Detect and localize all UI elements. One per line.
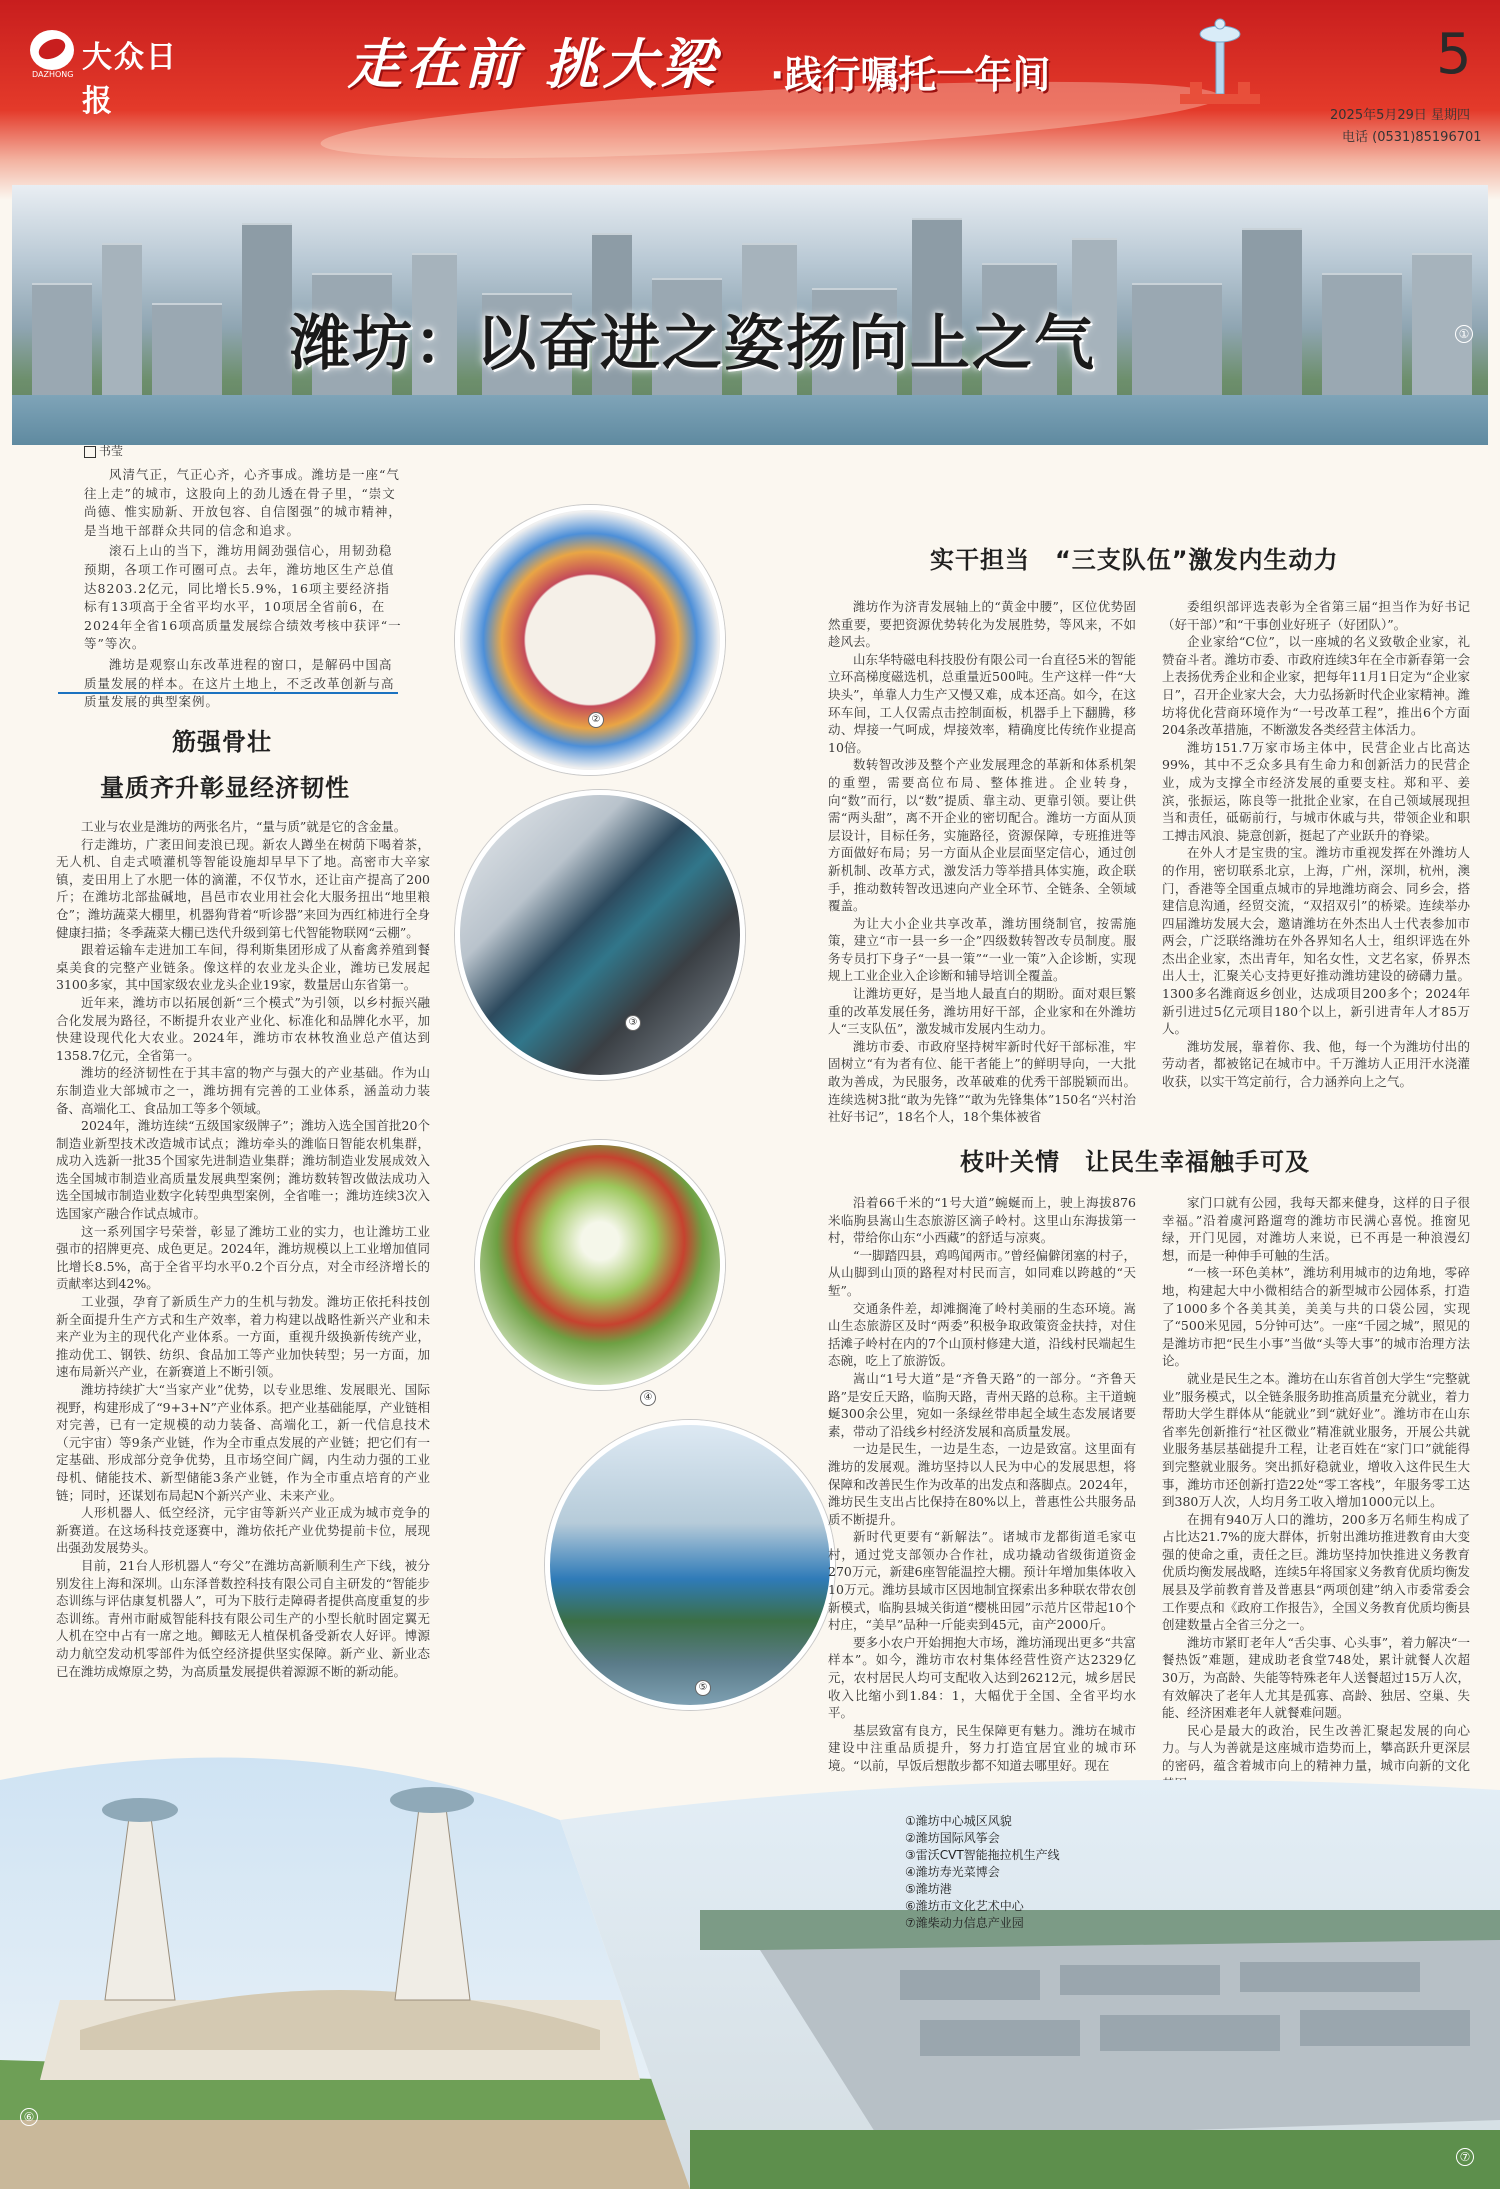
caption-item: ③雷沃CVT智能拖拉机生产线 [905, 1848, 1060, 1862]
section-3-paragraph: 潍坊市紧盯老年人“舌尖事、心头事”，着力解决“一餐热饭”难题，建成助老食堂748处，累计就餐人次超30万，为高龄、失能等特殊老年人送餐超过15万人次，有效解决了老年人尤其是孤寡、高龄、独居、空巢、失能、经济困难老年人就餐难问题。 [1162, 1634, 1470, 1721]
section-1-paragraph: 这一系列国字号荣誉，彰显了潍坊工业的实力，也让潍坊工业强市的招牌更亮、成色更足。2024年，潍坊规模以上工业增加值同比增长8.5%，高于全省平均水平0.2个百分点，对全市经济增长的贡献率达到42%。 [56, 1223, 430, 1292]
section-2-column-2 [1162, 598, 1470, 1158]
photo-number-5: ⑤ [695, 1680, 711, 1696]
photo-captions [905, 1813, 1125, 1932]
section-1-paragraph: 目前，21台人形机器人“夸父”在潍坊高新顺利生产下线，被分别发往上海和深圳。山东泽普数控科技有限公司自主研发的“智能步态训练与评估康复机器人”，可为下肢行走障碍者提供高度重复的步态训练。青州市耐威智能科技有限公司生产的小型长航时固定翼无人机在空中占有一席之地。鲫眩无人植保机备受新农人好评。博源动力航空发动机零部件为低空经济提供坚实保障。新产业、新业态已在潍坊成燎原之势，为高质量发展提供着源源不断的新动能。 [56, 1557, 430, 1679]
intro-paragraph: 滚石上山的当下，潍坊用阔劲强信心，用韧劲稳预期，各项工作可圈可点。去年，潍坊地区生产总值达8203.2亿元，同比增长5.9%，16项主要经济指标有13项高于全省平均水平，10项居全省前6，在2024年全省16项高质量发展综合绩效考核中获评“一等”等次。 [84, 543, 402, 652]
section-1-paragraph: 工业与农业是潍坊的两张名片，“量与质”就是它的含金量。 [81, 819, 407, 834]
section-3-paragraph: “一核一环色美林”，潍坊利用城市的边角地，零碎地，构建起大中小微相结合的新型城市公园体系，打造了1000多个各美其美，美美与共的口袋公园，实现了“500米见园，5分钟可达”。一座“千园之城”，照见的是潍坊市把“民生小事”当做“头等大事”的城市治理方法论。 [1162, 1265, 1470, 1369]
section-2-column-1 [828, 598, 1136, 1158]
issue-date: 2025年5月29日 星期四 [1330, 108, 1471, 123]
section-3-paragraph: 沿着66千米的“1号大道”蜿蜒而上，驶上海拔876米临朐县嵩山生态旅游区滴子岭村。这里山东海拔第一村，带给你山东“小西藏”的舒适与凉爽。 [828, 1195, 1136, 1246]
section-3-paragraph: 基层致富有良方，民生保障更有魅力。潍坊在城市建设中注重品质提升，努力打造宜居宜业的城市环境。“以前，早饭后想散步都不知道去哪里好。现在 [828, 1722, 1136, 1773]
section-1-body [56, 818, 430, 1718]
section-1-paragraph: 2024年，潍坊连续“五级国家级牌子”；潍坊入选全国首批20个制造业新型技术改造城市试点；潍坊牵头的潍临日智能农机集群，成功入选新一批35个国家先进制造业集群；潍坊制造业发展成效入选全国城市制造业高质量发展典型案例；潍坊数转智改做法成功入选全国城市制造业数字化转型典型案例，全省唯一；潍坊连续3次入选国家产融合作试点城市。 [56, 1118, 430, 1222]
section-2-paragraph: 潍坊发展，靠着你、我、他，每一个为潍坊付出的劳动者，都被铭记在城市中。千万潍坊人正用汗水浇灌收获，以实干笃定前行，合力涵养向上之气。 [1162, 1038, 1470, 1090]
intro-paragraph: 潍坊是观察山东改革进程的窗口，是解码中国高质量发展的样本。在这片土地上，不乏改革创新与高质量发展的典型案例。 [84, 656, 395, 710]
intro-paragraph: 风清气正，气正心齐，心齐事成。潍坊是一座“气往上走”的城市，这股向上的劲儿透在骨子里，“崇文尚德、惟实励新、开放包容、自信图强”的城市精神，是当地干部群众共同的信念和追求。 [84, 467, 402, 538]
caption-item: ⑥潍坊市文化艺术中心 [905, 1899, 1024, 1913]
byline [84, 442, 123, 459]
section-3-paragraph: 新时代更要有“新解法”。诸城市龙都街道毛家屯村，通过党支部领办合作社，成功撬动省级街道资金270万元，新建6座智能温控大棚。预计年增加集体收入10万元。潍坊县域市区因地制宜探索出多种联农带农创新模式，临朐县城关街道“樱桃田园”示范片区带起10个村庄，“美早”品种一斤能卖到45元，亩产2000斤。 [828, 1529, 1136, 1633]
landmark-tower-icon [1160, 12, 1280, 112]
section-2-paragraph: 委组织部评选表彰为全省第三届“担当作为好书记（好干部）”和“干事创业好班子（好团队）”。 [1162, 599, 1470, 632]
paper-logo [30, 26, 190, 119]
paper-name-en: DAZHONG [32, 70, 74, 79]
photo-weifang-port [545, 1420, 835, 1710]
section-3-title: 枝叶关情 让民生幸福触手可及 [960, 1148, 1310, 1176]
section-2-paragraph: 山东华特磁电科技股份有限公司一台直径5米的智能立环高梯度磁选机，总重量近500吨。生产这样一件“大块头”，单靠人力生产又慢又难，成本还高。如今，在这环车间，工人仅需点击控制面板，机器手上下翻腾，移动、焊接一气呵成，焊接效率，精确度比传统作业提高10倍。 [828, 651, 1136, 755]
caption-item: ①潍坊中心城区风貌 [905, 1814, 1012, 1828]
section-1-paragraph: 跟着运输车走进加工车间，得利斯集团形成了从畜禽养殖到餐桌美食的完整产业链条。像这样的农业龙头企业，潍坊已发展起3100多家，其中国家级农业龙头企业19家，数量居山东省第一。 [56, 942, 430, 993]
caption-item: ⑦潍柴动力信息产业园 [905, 1916, 1024, 1930]
section-2-paragraph: 潍坊151.7万家市场主体中，民营企业占比高达99%，其中不乏众多具有生命力和创新活力的民营企业，成为支撑全市经济发展的重要支柱。郑和平、姜滨，张振运，陈良等一批批企业家，在自己领域展现担当和责任，砥砺前行，与城市休戚与共，带领企业和职工搏击风浪、毙意创新，挺起了产业跃升的脊梁。 [1162, 739, 1470, 843]
section-2-paragraph: 在外人才是宝贵的宝。潍坊市重视发挥在外潍坊人的作用，密切联系北京，上海，广州，深圳，杭州，澳门，香港等全国重点城市的异地潍坊商会、同乡会，搭建信息沟通，经贸交流，“双招双引”的桥梁。连续举办四届潍坊发展大会，邀请潍坊在外杰出人士代表参加市两会，广泛联络潍坊在外各界知名人士，组织评选在外杰出企业家，杰出青年，知名女性，文艺名家，侨界杰出人士，汇聚关心支持更好推动潍坊建设的磅礴力量。1300多名潍商返乡创业，达成项目200多个；2024年新引进过5亿元项目180个以上，新引进青年人才85万人。 [1162, 845, 1470, 1037]
section-1-paragraph: 潍坊持续扩大“当家产业”优势，以专业思维、发展眼光、国际视野，构建形成了“9+3+N”产业体系。把产业基础能厚，产业链相对完善，已有一定规模的动力装备、高端化工，新一代信息技术（元宇宙）等9条产业链，作为全市重点发展的产业链；把它们有一定基础、形成部分竞争优势，且市场空间广阔，内生动力强的工业母机、储能技术、新型储能3条产业链，作为全市重点培育的产业链；同时，还谋划布局起N个新兴产业、未来产业。 [56, 1382, 430, 1503]
section-1-paragraph: 工业强，孕育了新质生产力的生机与勃发。潍坊正依托科技创新全面提升生产方式和生产效率，着力构建以战略性新兴产业和未来产业为主的现代化产业体系。一方面，重视升级换新传统产业，推动优工、钢铁、纺织、食品加工等产业加快转型；另一方面，加速布局新兴产业，在新赛道上不断引领。 [56, 1294, 430, 1380]
photo-kite-festival [455, 505, 725, 775]
section-1-title-1: 筋强骨壮 [172, 728, 272, 756]
section-2-title: 实干担当 “三支队伍”激发内生动力 [930, 546, 1339, 574]
photo-number-1: ① [1455, 325, 1473, 343]
section-2-paragraph: 潍坊作为济青发展轴上的“黄金中腰”，区位优势固然重要，要把资源优势转化为发展胜势，等风来，不如趁风去。 [828, 599, 1136, 650]
section-3-paragraph: 民心是最大的政治，民生改善汇聚起发展的向心力。与人为善就是这座城市造势而上，攀高跃升更深层的密码，蕴含着城市向上的精神力量，城市向新的文化 [1162, 1722, 1470, 1773]
byline-author: 书莹 [99, 444, 124, 458]
photo-number-4: ④ [640, 1390, 656, 1406]
section-3-paragraph: 就业是民生之本。潍坊在山东省首创大学生“完整就业”服务模式，以全链条服务助推高质量充分就业，着力帮助大学生群体从“能就业”到“就好业”。潍坊市在山东省率先创新推行“社区微业”精准就业服务，开展公共就业服务基层基础提升工程，让老百姓在“家门口”就能得到完整就业服务。突出抓好稳就业，增收入这件民生大事，潍坊市还创新打造22处“零工客栈”，年服务零工达到380万人次，人均月务工收入增加1000元以上。 [1162, 1370, 1470, 1510]
section-3-paragraph: 家门口就有公园，我每天都来健身，这样的日子很幸福。”沿着虞河路遛弯的潍坊市民满心喜悦。推窗见绿，开门见园，对潍坊人来说，已不再是一种浪漫幻想，而是一种伸手可触的生活。 [1162, 1195, 1470, 1263]
section-3-paragraph: 要多小农户开始拥抱大市场，潍坊涌现出更多“共富样本”。如今，潍坊市农村集体经营性资产达2329亿元，农村居民人均可支配收入达到26212元，城乡居民收入比缩小到1.84：1，大幅优于全国、全省平均水平。 [828, 1634, 1136, 1721]
section-1-paragraph: 近年来，潍坊市以拓展创新“三个模式”为引领，以乡村振兴融合化发展为路径，不断提升农业产业化、标准化和品牌化水平，加快建设现代化大农业。2024年，潍坊市农林牧渔业总产值达到1358.7亿元，全省第一。 [56, 994, 430, 1063]
section-2-paragraph: 企业家给“C位”，以一座城的名义致敬企业家，礼赞奋斗者。潍坊市委、市政府连续3年在全市新春第一会上表扬优秀企业和企业家，把每年11月1日定为“企业家日”，召开企业家大会，大力弘扬新时代企业家精神。潍坊将优化营商环境作为“一号改革工程”，推出6个方面204条改革措施，不断激发各类经营主体活力。 [1162, 634, 1471, 738]
section-1-paragraph: 行走潍坊，广袤田间麦浪已现。新农人蹲坐在树荫下喝着茶，无人机、自走式喷灌机等智能设施却早早下了地。高密市大辛家镇，麦田用上了水肥一体的滴灌，不仅节水，还让亩产提高了200斤；在潍坊北部盐碱地，昌邑市农业用社会化大服务扭出“地里粮仓”；潍坊蔬菜大棚里，机器狗背着“听诊器”来回为西红柿进行全身健康扫描；冬季蔬菜大棚已迭代升级到第七代智能物联网“云棚”。 [56, 836, 430, 940]
section-2-paragraph: 为让大小企业共享改革，潍坊围绕制官，按需施策，建立“市一县一乡一企”四级数转智改专员制度。服务专员打下身子“一县一策”“一业一策”入企诊断，实现规上工业企业入企诊断和辅导培训全覆盖。 [828, 915, 1136, 984]
photo-vegetable-expo [475, 1140, 725, 1390]
section-2-paragraph: 让潍坊更好，是当地人最直白的期盼。面对艰巨繁重的改革发展任务，潍坊用好干部，企业家和在外潍坊人“三支队伍”，激发城市发展内生动力。 [828, 986, 1136, 1037]
bottom-photo-band [0, 1700, 1500, 2189]
contact-phone: 电话 (0531)85196701 [1342, 130, 1482, 145]
section-1-paragraph: 潍坊的经济韧性在于其丰富的物产与强大的产业基础。作为山东制造业大部城市之一，潍坊拥有完善的工业体系，涵盖动力装备、高端化工、食品加工等多个领域。 [56, 1065, 430, 1116]
slogan-main: 走在前 挑大梁 [348, 32, 719, 96]
photo-number-2: ② [588, 712, 604, 728]
section-2-paragraph: 数转智改涉及整个产业发展理念的革新和体系机架的重塑，需要高位布局、整体推进。企业转身，向“数”而行，以“数”提质、靠主动、更靠引领。要让供需“两头甜”，离不开企业的密切配合。潍坊一方面从顶层设计，目标任务，实施路径，资源保障，专班推进等方面做好布局；另一方面从企业层面坚定信心，通过创新机制、改革方式，激发活力等举措具体实施，政企联手，推动数转智改迅速向产业全环节、全链条、全领域覆盖。 [828, 757, 1136, 914]
caption-item: ②潍坊国际风筝会 [905, 1831, 1000, 1845]
section-3-paragraph: 交通条件差，却滩搁淹了岭村美丽的生态环境。嵩山生态旅游区及时“两委”积极争取政策资金扶持，对住括滩子岭村在内的7个山顶村修建大道，沿线村民端起生态碗，吃上了旅游饭。 [828, 1300, 1136, 1369]
section-3-paragraph: 在拥有940万人口的潍坊，200多万名师生构成了占比达21.7%的庞大群体，折射出潍坊推进教育由大变强的使命之重，责任之巨。潍坊坚持加快推进义务教育优质均衡发展战略，连续5年将国家义务教育优质均衡发展县及学前教育普及普惠县“两项创建”纳入市委常委会工作要点和《政府工作报告》，全国义务教育优质均衡县创建数量占全省三分之一。 [1162, 1511, 1470, 1633]
section-3-column-1 [828, 1194, 1136, 1780]
page-number: 5 [1436, 22, 1472, 87]
section-3-paragraph: “一脚踏四县，鸡鸣闻两市。”曾经偏僻闭塞的村子，从山脚到山顶的路程对村民而言，如同难以跨越的“天堑”。 [828, 1247, 1136, 1298]
photo-tractor-line [455, 790, 745, 1080]
paper-name: 大众日报 [82, 40, 178, 119]
section-3-paragraph: 嵩山“1号大道”是“齐鲁天路”的一部分。“齐鲁天路”是安丘天路，临朐天路，青州天路的总称。主干道蜿蜒300余公里，宛如一条绿丝带串起全域生态发展诸要素，带动了沿线乡村经济发展和高质量发展。 [828, 1370, 1136, 1439]
paper-logo-icon [30, 30, 74, 70]
caption-item: ⑤潍坊港 [905, 1882, 952, 1896]
byline-box-icon [84, 446, 96, 458]
section-2-paragraph: 潍坊市委、市政府坚持树牢新时代好干部标准，牢固树立“有为者有位、能干者能上”的鲜明导向，一大批敢为善成，为民服务，改革破难的优秀干部脱颖而出。连续选树3批“敢为先锋”“敢为先锋集体”150名“兴村治社好书记”，18名个人，18个集体被省 [828, 1038, 1136, 1125]
section-1-title-2: 量质齐升彰显经济韧性 [100, 774, 350, 802]
intro-text [84, 466, 402, 714]
page-headline: 潍坊：以奋进之姿扬向上之气 [290, 309, 1096, 379]
section-1-paragraph: 人形机器人、低空经济，元宇宙等新兴产业正成为城市竞争的新赛道。在这场科技竞逐赛中，潍坊依托产业优势提前卡位，展现出强劲发展势头。 [56, 1505, 430, 1556]
section-3-column-2 [1162, 1194, 1470, 1780]
photo-number-3: ③ [625, 1015, 641, 1031]
photo-number-7: ⑦ [1456, 2148, 1474, 2166]
photo-number-6: ⑥ [20, 2108, 38, 2126]
section-3-paragraph: 一边是民生，一边是生态，一边是致富。这里面有潍坊的发展观。潍坊坚持以人民为中心的发展思想，将保障和改善民生作为改革的出发点和落脚点。2024年，潍坊民生支出占比保持在80%以上，普惠性公共服务品质不断提升。 [828, 1441, 1136, 1527]
caption-item: ④潍坊寿光菜博会 [905, 1865, 1000, 1879]
slogan-sub: ·践行嘱托一年间 [770, 53, 1051, 97]
intro-divider [58, 692, 398, 694]
